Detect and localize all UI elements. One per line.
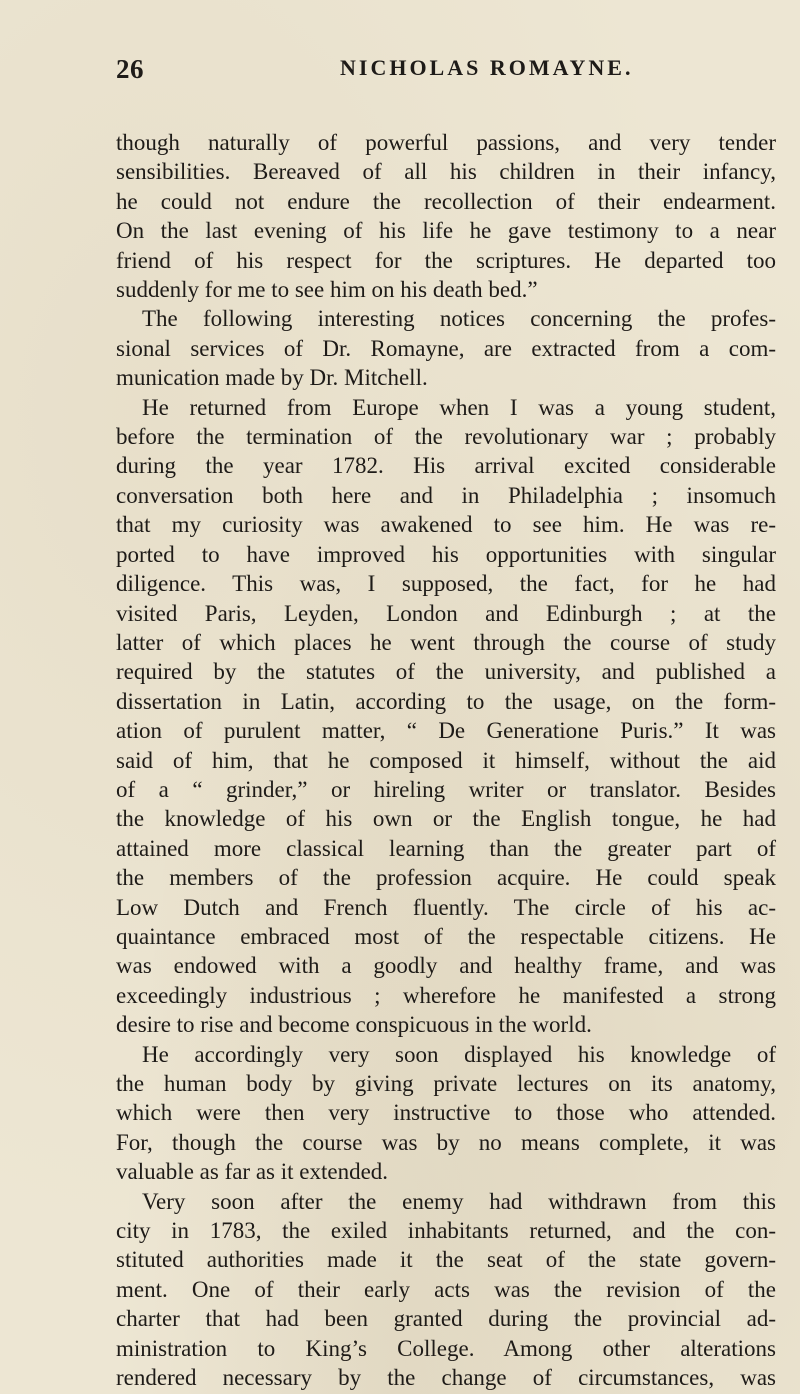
text-line: diligence. This was, I supposed, the fact, for he had bbox=[116, 571, 776, 597]
text-line: desire to rise and become conspicuous in the world. bbox=[116, 1012, 592, 1038]
text-line: said of him, that he composed it himself, without the aid bbox=[116, 747, 776, 773]
text-line: ment. One of their early acts was the revision of the bbox=[116, 1276, 776, 1302]
text-line: visited Paris, Leyden, London and Edinburgh ; at the bbox=[116, 600, 776, 626]
text-line: that my curiosity was awakened to see him. He was re- bbox=[116, 512, 776, 538]
running-head bbox=[116, 54, 776, 88]
page-number: 26 bbox=[116, 54, 144, 84]
text-line: which were then very instructive to those who attended. bbox=[116, 1100, 776, 1126]
text-line: was endowed with a goodly and healthy frame, and was bbox=[116, 953, 776, 979]
text-line: rendered necessary by the change of circumstances, was bbox=[116, 1365, 776, 1391]
text-line: the human body by giving private lectures on its anatomy, bbox=[116, 1071, 776, 1096]
text-line: though naturally of powerful passions, and very tender bbox=[116, 130, 776, 155]
text-line: before the termination of the revolutionary war ; probably bbox=[116, 424, 776, 450]
text-line: Low Dutch and French fluently. The circle of his ac- bbox=[116, 894, 776, 920]
text-line: latter of which places he went through the course of study bbox=[116, 629, 776, 655]
text-line: For, though the course was by no means complete, it was bbox=[116, 1129, 776, 1155]
text-line: he could not endure the recollection of their endearment. bbox=[116, 188, 776, 214]
running-title: NICHOLAS ROMAYNE. bbox=[340, 55, 634, 80]
text-line: suddenly for me to see him on his death bed.” bbox=[116, 277, 538, 303]
text-line: sional services of Dr. Romayne, are extracted from a com- bbox=[116, 335, 776, 361]
text-line: ported to have improved his opportunities with singular bbox=[116, 541, 776, 567]
text-line: He returned from Europe when I was a young student, bbox=[142, 394, 776, 420]
text-line: Very soon after the enemy had withdrawn from this bbox=[142, 1188, 776, 1214]
text-line: ation of purulent matter, “ De Generatione Puris.” It was bbox=[116, 718, 776, 744]
text-line: city in 1783, the exiled inhabitants returned, and the con- bbox=[116, 1218, 776, 1244]
text-line: attained more classical learning than the greater part of bbox=[116, 835, 776, 861]
text-line: ministration to King’s College. Among other alterations bbox=[116, 1335, 776, 1361]
text-line: required by the statutes of the university, and published a bbox=[116, 659, 776, 685]
text-line: conversation both here and in Philadelphia ; insomuch bbox=[116, 482, 776, 508]
text-line: valuable as far as it extended. bbox=[116, 1159, 389, 1185]
text-line: He accordingly very soon displayed his knowledge of bbox=[142, 1041, 776, 1067]
text-line: dissertation in Latin, according to the usage, on the form- bbox=[116, 688, 776, 714]
text-line: exceedingly industrious ; wherefore he manifested a strong bbox=[116, 982, 776, 1008]
text-line: of a “ grinder,” or hireling writer or translator. Besides bbox=[116, 776, 776, 802]
text-line: friend of his respect for the scriptures. He departed too bbox=[116, 247, 776, 273]
text-line: stituted authorities made it the seat of the state govern- bbox=[116, 1247, 776, 1273]
text-line: quaintance embraced most of the respectable citizens. He bbox=[116, 923, 776, 949]
text-line: the knowledge of his own or the English tongue, he had bbox=[116, 806, 776, 832]
text-line: charter that had been granted during the provincial ad- bbox=[116, 1306, 776, 1332]
body-text bbox=[116, 128, 776, 1392]
text-line: The following interesting notices concerning the profes- bbox=[142, 306, 776, 332]
text-line: sensibilities. Bereaved of all his children in their infancy, bbox=[116, 159, 776, 185]
text-line: On the last evening of his life he gave testimony to a near bbox=[116, 218, 776, 244]
text-line: the members of the profession acquire. He could speak bbox=[116, 865, 776, 891]
text-line: munication made by Dr. Mitchell. bbox=[116, 365, 428, 391]
text-line: during the year 1782. His arrival excited considerable bbox=[116, 453, 776, 479]
